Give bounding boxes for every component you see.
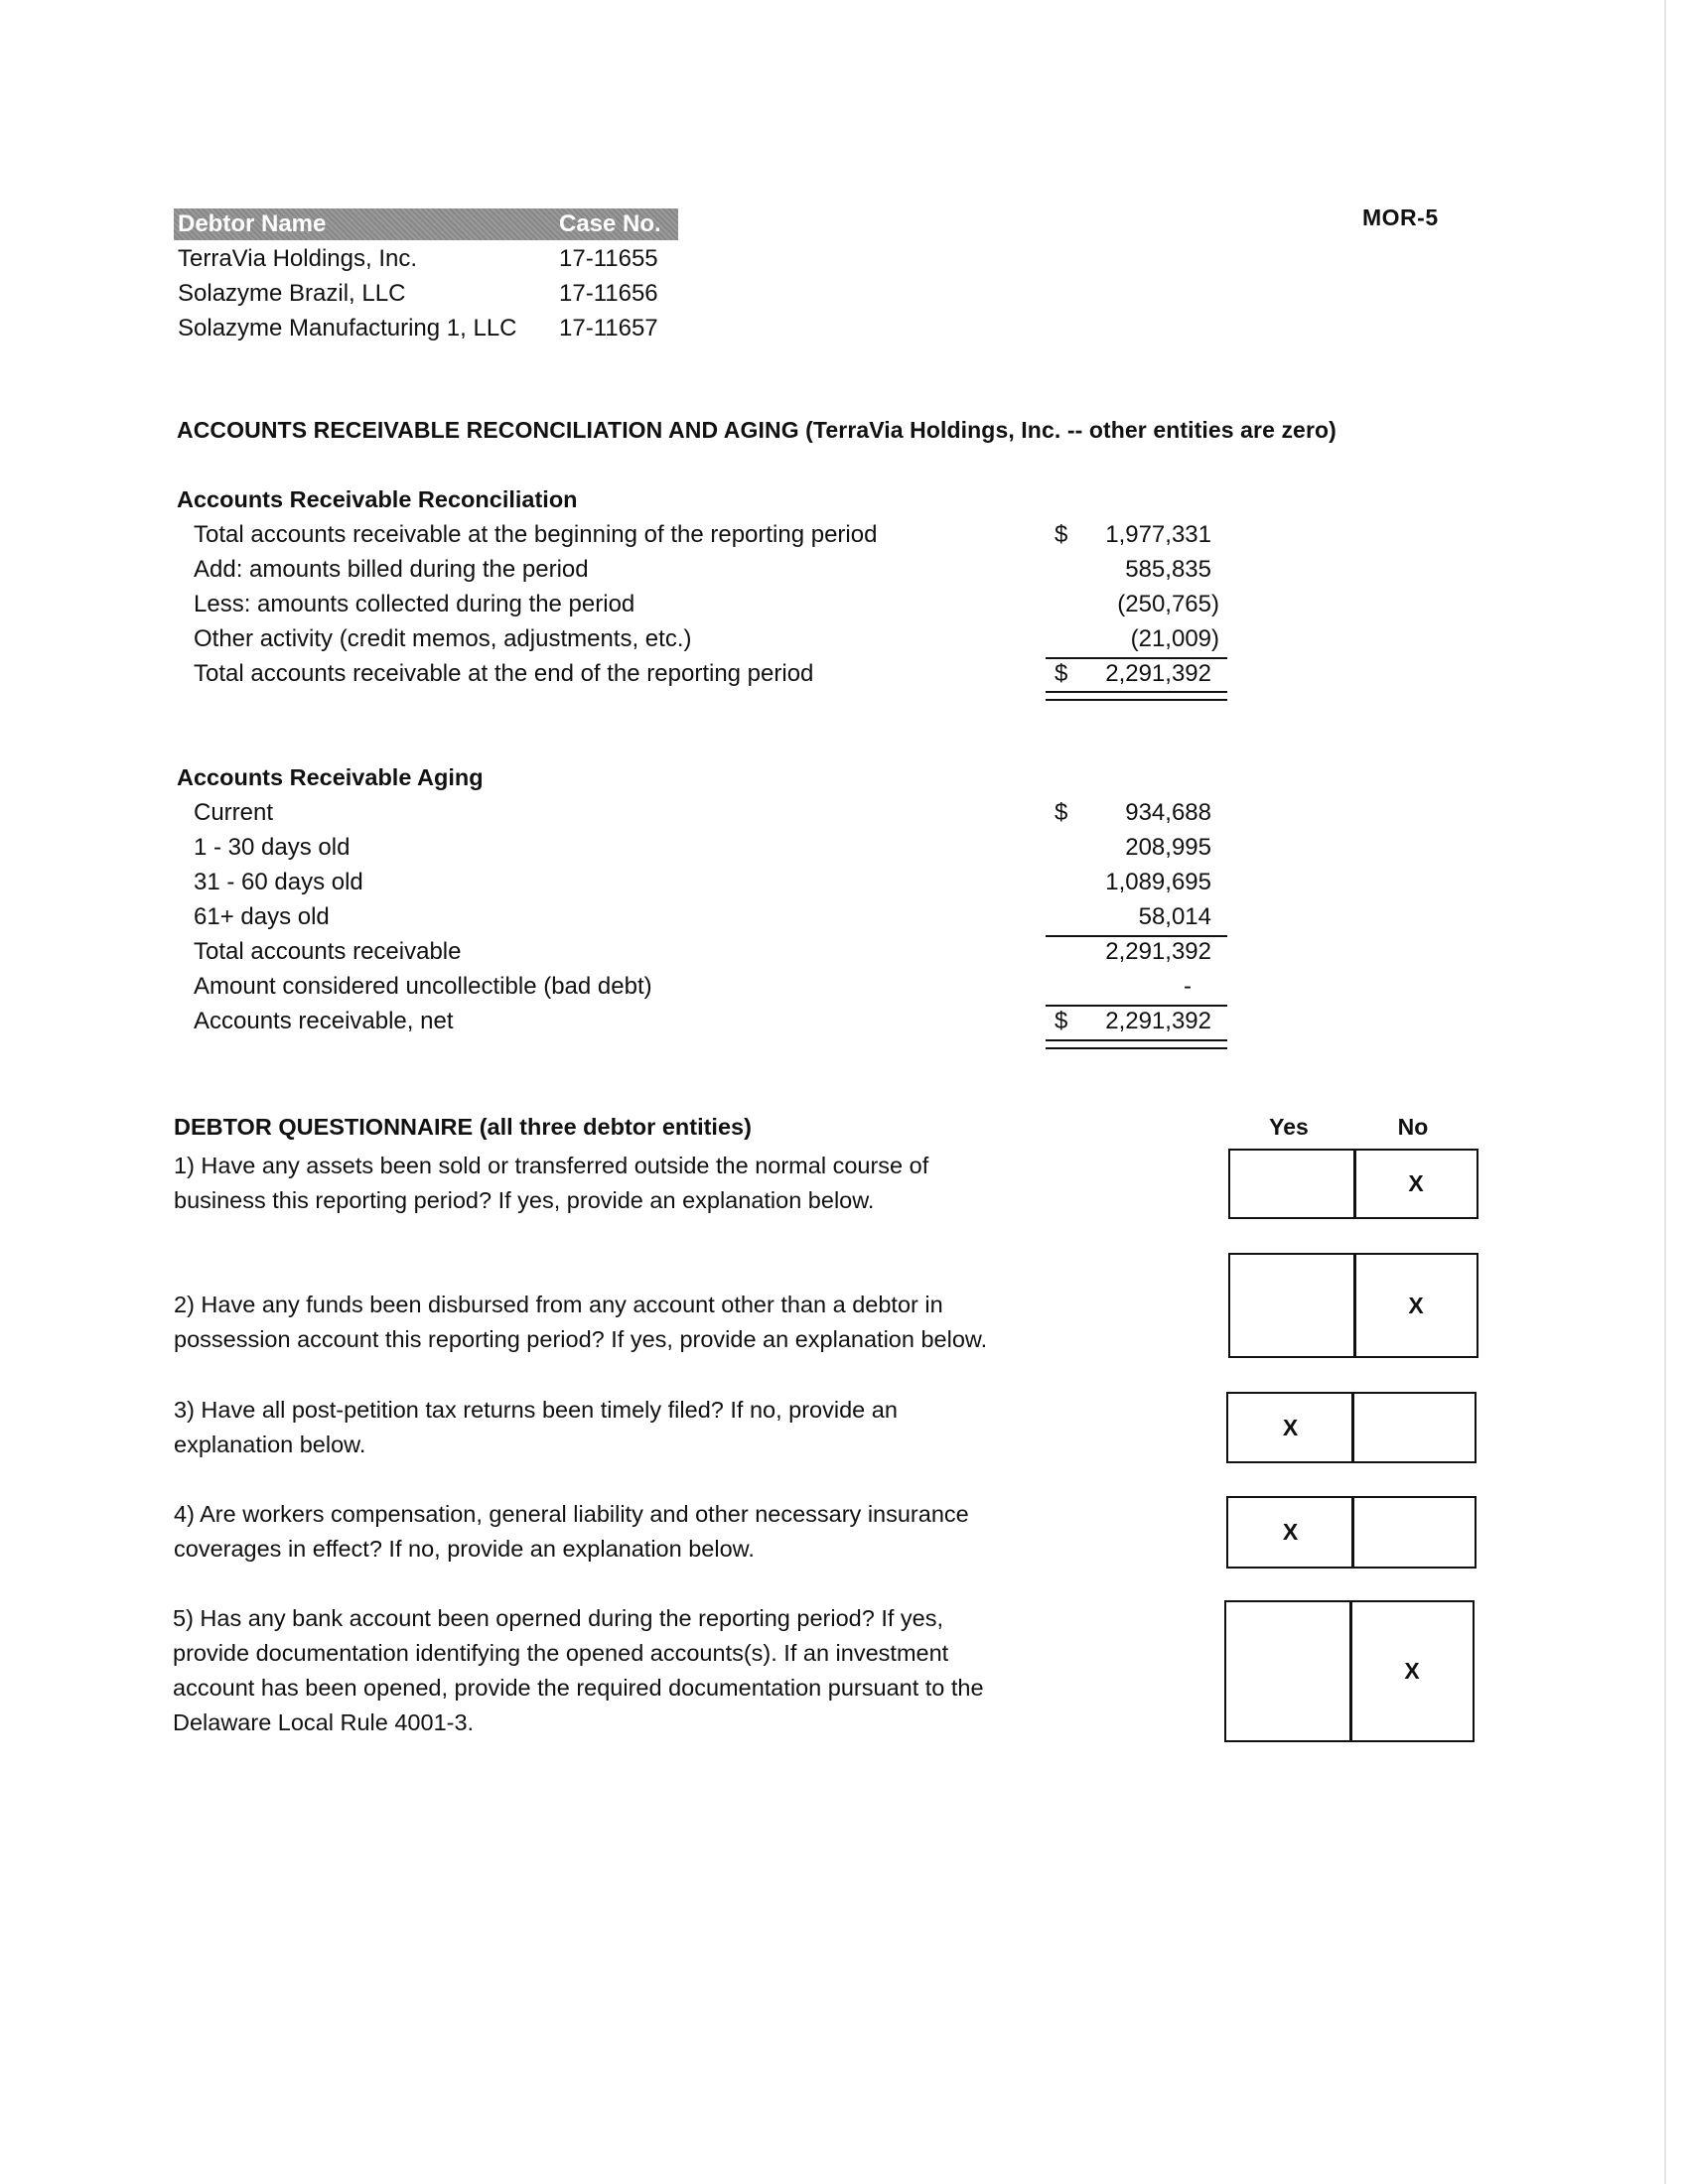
- recon-value: 2,291,392: [1105, 660, 1211, 687]
- recon-label: Total accounts receivable at the beginning of the reporting period: [194, 521, 878, 548]
- debtor-name: Solazyme Manufacturing 1, LLC: [178, 315, 517, 341]
- subtotal-rule: [1046, 935, 1227, 937]
- recon-label: Total accounts receivable at the end of the reporting period: [194, 660, 814, 687]
- q4-yes-box[interactable]: X: [1226, 1496, 1354, 1569]
- debtor-row: [174, 310, 678, 344]
- recon-label: Other activity (credit memos, adjustments, etc.): [194, 625, 692, 652]
- recon-value: 1,977,331: [1105, 521, 1211, 548]
- question-line: Delaware Local Rule 4001-3.: [173, 1709, 475, 1735]
- recon-value: 585,835: [1125, 556, 1211, 583]
- aging-label: 1 - 30 days old: [194, 834, 351, 861]
- case-number: 17-11656: [559, 280, 658, 307]
- page-edge-line: [1664, 0, 1666, 2184]
- debtor-name-header: Debtor Name: [178, 210, 327, 237]
- reconciliation-title: Accounts Receivable Reconciliation: [177, 486, 578, 512]
- aging-currency: $: [1055, 799, 1068, 826]
- question-line: provide documentation identifying the opened accounts(s). If an investment: [173, 1640, 949, 1666]
- question-1: [174, 1149, 1067, 1218]
- question-line: business this reporting period? If yes, provide an explanation below.: [174, 1187, 875, 1213]
- recon-currency: $: [1055, 660, 1068, 687]
- recon-label: Less: amounts collected during the period: [194, 591, 635, 617]
- aging-label: 31 - 60 days old: [194, 869, 363, 895]
- subtotal-rule: [1046, 657, 1227, 659]
- debtor-name: Solazyme Brazil, LLC: [178, 280, 406, 307]
- aging-value: -: [1184, 973, 1192, 1000]
- recon-value: (21,009): [1130, 625, 1219, 652]
- case-number: 17-11657: [559, 315, 658, 341]
- no-column-label: No: [1397, 1114, 1429, 1140]
- q1-no-box[interactable]: X: [1353, 1149, 1478, 1219]
- q1-yes-box[interactable]: [1228, 1149, 1356, 1219]
- debtor-table: [174, 208, 678, 344]
- question-line: possession account this reporting period? If yes, provide an explanation below.: [174, 1326, 988, 1352]
- debtor-table-header: [174, 208, 678, 240]
- aging-label: Total accounts receivable: [194, 938, 462, 965]
- question-2: [174, 1288, 1067, 1357]
- recon-value: (250,765): [1117, 591, 1219, 617]
- aging-title: Accounts Receivable Aging: [177, 764, 484, 790]
- form-id: MOR-5: [1362, 205, 1439, 230]
- subtotal-rule: [1046, 1005, 1227, 1007]
- debtor-row: [174, 240, 678, 275]
- total-double-rule: [1046, 691, 1227, 701]
- aging-value: 58,014: [1138, 903, 1211, 930]
- q2-yes-box[interactable]: [1228, 1253, 1356, 1358]
- question-line: account has been opened, provide the required documentation pursuant to the: [173, 1675, 984, 1701]
- aging-value: 2,291,392: [1105, 938, 1211, 965]
- question-line: 4) Are workers compensation, general liability and other necessary insurance: [174, 1501, 969, 1527]
- recon-label: Add: amounts billed during the period: [194, 556, 589, 583]
- aging-label: 61+ days old: [194, 903, 330, 930]
- question-line: 1) Have any assets been sold or transferred outside the normal course of: [174, 1153, 929, 1178]
- total-double-rule: [1046, 1039, 1227, 1049]
- aging-label: Amount considered uncollectible (bad debt): [194, 973, 652, 1000]
- question-line: 2) Have any funds been disbursed from any account other than a debtor in: [174, 1292, 943, 1317]
- aging-currency: $: [1055, 1008, 1068, 1034]
- debtor-name: TerraVia Holdings, Inc.: [178, 245, 418, 272]
- questionnaire-title: DEBTOR QUESTIONNAIRE (all three debtor entities): [174, 1114, 752, 1140]
- section-title: ACCOUNTS RECEIVABLE RECONCILIATION AND AGING (TerraVia Holdings, Inc. -- other entities are zero): [177, 417, 1336, 443]
- q3-yes-box[interactable]: X: [1226, 1392, 1354, 1463]
- aging-label: Accounts receivable, net: [194, 1008, 454, 1034]
- yes-column-label: Yes: [1269, 1114, 1309, 1140]
- q2-no-box[interactable]: X: [1353, 1253, 1478, 1358]
- question-line: explanation below.: [174, 1432, 366, 1457]
- aging-value: 2,291,392: [1105, 1008, 1211, 1034]
- question-line: coverages in effect? If no, provide an explanation below.: [174, 1536, 755, 1562]
- question-4: [174, 1497, 1067, 1567]
- q4-no-box[interactable]: [1351, 1496, 1477, 1569]
- debtor-row: [174, 275, 678, 310]
- question-line: 3) Have all post-petition tax returns been timely filed? If no, provide an: [174, 1397, 898, 1423]
- recon-currency: $: [1055, 521, 1068, 548]
- case-no-header: Case No.: [559, 210, 661, 237]
- q3-no-box[interactable]: [1351, 1392, 1477, 1463]
- q5-yes-box[interactable]: [1224, 1600, 1352, 1742]
- aging-value: 934,688: [1125, 799, 1211, 826]
- aging-value: 208,995: [1125, 834, 1211, 861]
- case-number: 17-11655: [559, 245, 658, 272]
- aging-label: Current: [194, 799, 274, 826]
- aging-value: 1,089,695: [1105, 869, 1211, 895]
- q5-no-box[interactable]: X: [1349, 1600, 1475, 1742]
- question-line: 5) Has any bank account been operned during the reporting period? If yes,: [173, 1605, 944, 1631]
- question-3: [174, 1393, 1067, 1462]
- question-5: [173, 1601, 1066, 1740]
